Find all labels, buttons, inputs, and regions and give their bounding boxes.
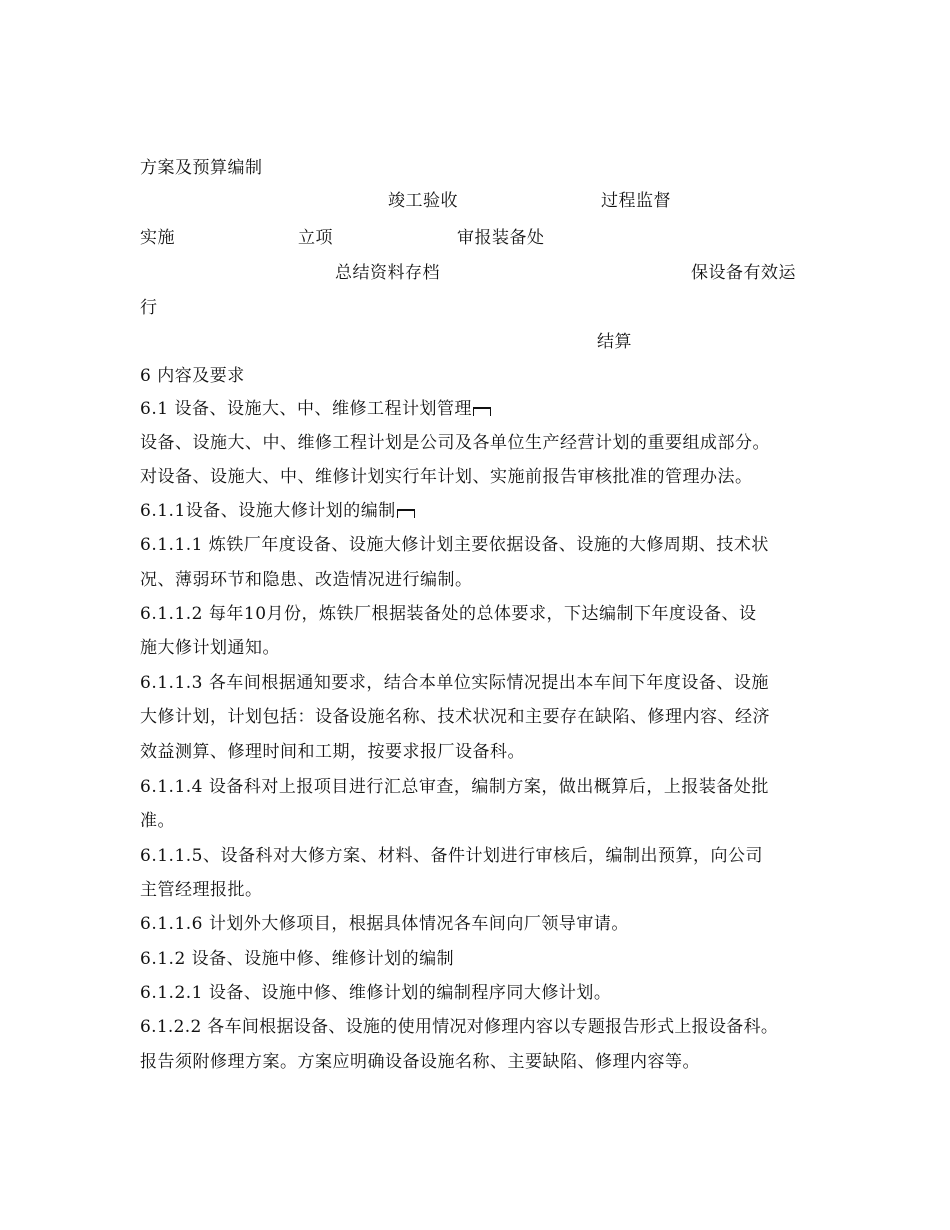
paragraph-line: 设备、设施大、中、维修工程计划是公司及各单位生产经营计划的重要组成部分。 xyxy=(140,433,770,453)
paragraph-line: 6.1.2.1 设备、设施中修、维修计划的编制程序同大修计划。 xyxy=(140,983,612,1003)
flow-submit-equipment-dept: 审报装备处 xyxy=(457,228,545,248)
paragraph-line: 6.1.1.5、设备科对大修方案、材料、备件计划进行审核后，编制出预算，向公司 xyxy=(140,846,763,866)
paragraph-line: 况、薄弱环节和隐患、改造情况进行编制。 xyxy=(140,570,473,590)
paragraph-line: 6.1.1.4 设备科对上报项目进行汇总审查，编制方案，做出概算后，上报装备处批 xyxy=(140,777,769,797)
paragraph-line: 6.1.2.2 各车间根据设备、设施的使用情况对修理内容以专题报告形式上报设备科。 xyxy=(140,1017,779,1037)
section-6-title: 6 内容及要求 xyxy=(140,366,245,386)
paragraph-line: 6.1.1.6 计划外大修项目，根据具体情况各车间向厂领导审请。 xyxy=(140,914,629,934)
section-6-1-title-text: 6.1 设备、设施大、中、维修工程计划管理 xyxy=(140,399,472,419)
paragraph-line: 效益测算、修理时间和工期，按要求报厂设备科。 xyxy=(140,742,525,762)
paragraph-line: 施大修计划通知。 xyxy=(140,638,280,658)
flow-ensure-operation: 保设备有效运 xyxy=(691,263,796,283)
paragraph-line: 6.1.1.3 各车间根据通知要求，结合本单位实际情况提出本车间下年度设备、设施 xyxy=(140,673,769,693)
flow-ensure-operation-cont: 行 xyxy=(140,298,158,318)
flow-plan-budget: 方案及预算编制 xyxy=(140,158,263,178)
flow-implementation: 实施 xyxy=(140,228,175,248)
paragraph-line: 报告须附修理方案。方案应明确设备设施名称、主要缺陷、修理内容等。 xyxy=(140,1052,700,1072)
section-6-1-title xyxy=(140,398,491,420)
paragraph-line: 大修计划，计划包括：设备设施名称、技术状况和主要存在缺陷、修理内容、经济 xyxy=(140,707,770,727)
section-6-1-1-title-text: 6.1.1设备、设施大修计划的编制 xyxy=(140,501,396,521)
paragraph-line: 6.1.1.1 炼铁厂年度设备、设施大修计划主要依据设备、设施的大修周期、技术状 xyxy=(140,535,769,555)
section-6-1-2-title: 6.1.2 设备、设施中修、维修计划的编制 xyxy=(140,949,455,969)
bracket-mark-icon xyxy=(473,407,491,416)
paragraph-line: 准。 xyxy=(140,811,175,831)
flow-settlement: 结算 xyxy=(597,332,632,352)
paragraph-line: 主管经理报批。 xyxy=(140,880,263,900)
paragraph-line: 6.1.1.2 每年10月份，炼铁厂根据装备处的总体要求，下达编制下年度设备、设 xyxy=(140,604,757,624)
flow-project-approval: 立项 xyxy=(298,228,333,248)
bracket-mark-icon xyxy=(397,509,415,518)
flow-summary-archive: 总结资料存档 xyxy=(335,263,440,283)
flow-completion-acceptance: 竣工验收 xyxy=(388,191,458,211)
paragraph-line: 对设备、设施大、中、维修计划实行年计划、实施前报告审核批准的管理办法。 xyxy=(140,467,753,487)
section-6-1-1-title xyxy=(140,500,415,522)
flow-process-supervision: 过程监督 xyxy=(601,191,671,211)
